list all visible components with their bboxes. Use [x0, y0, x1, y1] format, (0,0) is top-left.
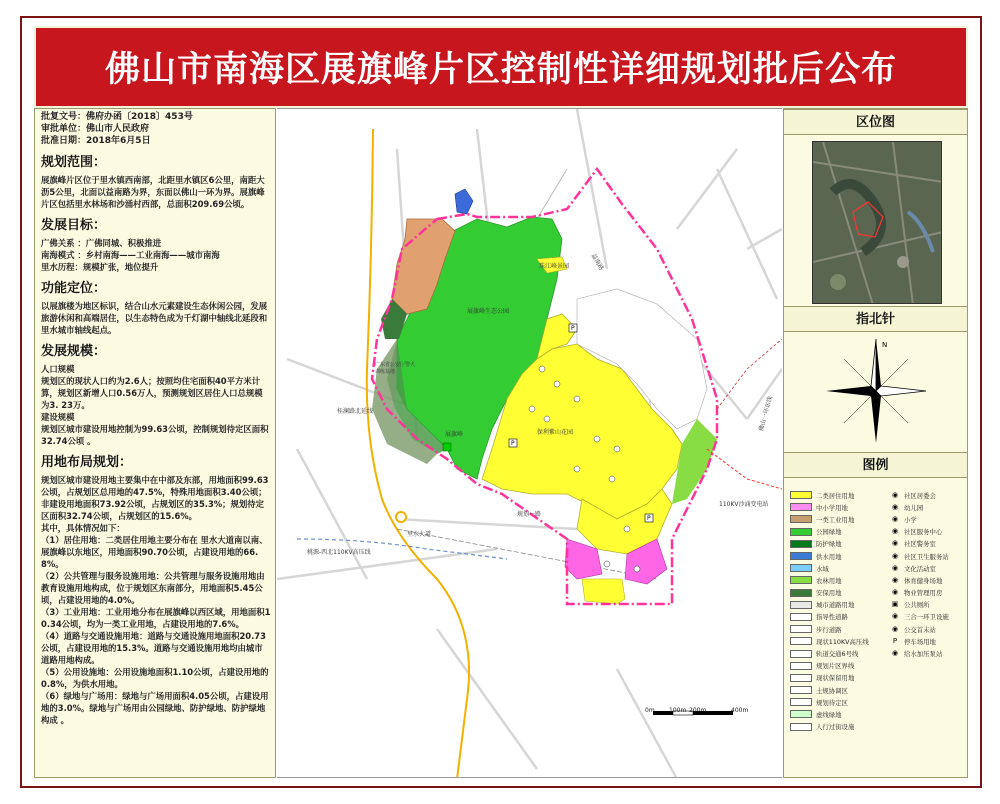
- legend-title: 图例: [784, 452, 967, 478]
- population-heading: 人口规模: [41, 364, 75, 374]
- scale-100: 100m: [669, 707, 687, 714]
- legend-item: [890, 574, 949, 586]
- legend-item: [790, 684, 869, 696]
- layout-item-2: （2）公共管理与服务设施用地：公共管理与服务设施用地由教育设施用地构成，位于规划区东南部分，用地面积5.45公顷，占建设用地的4.0%。: [41, 571, 265, 605]
- page-title: 佛山市南海区展旗峰片区控制性详细规划批后公布: [104, 50, 897, 90]
- legend-label: 步行道路: [816, 625, 842, 634]
- legend-label: 人行过街设施: [816, 723, 855, 732]
- legend-swatch: [790, 686, 812, 694]
- legend-label: 公共厕所: [904, 601, 930, 610]
- scope-text: 展旗峰片区位于里水镇西南部，北距里水镇区6公里，南距大沥5公里，北面以益南路为界，东面以佛山一环为界。展旗峰片区包括里水林场和沙涌村西部，总面积209.69公顷。: [41, 175, 265, 209]
- police-base-label: 广东省公安厅警犬训练基地: [375, 362, 416, 375]
- legend-item: [790, 538, 869, 550]
- legend-item: [790, 623, 869, 635]
- legend-symbol-icon: ◉: [891, 563, 899, 572]
- legend-item: [790, 635, 869, 647]
- legend-item: [790, 501, 869, 513]
- legend-label: 文化活动室: [904, 564, 936, 573]
- road-huanyi-label: 佛山一环东线: [757, 395, 775, 433]
- legend-swatch: [790, 723, 812, 731]
- svg-text:P: P: [647, 515, 651, 522]
- svg-text:P: P: [511, 440, 515, 447]
- legend-land-use-column: [790, 489, 869, 733]
- legend-label: 社区居委会: [904, 491, 936, 500]
- road-fengye-label: 规划一路: [517, 511, 542, 518]
- layout-summary: 规划区城市建设用地主要集中在中部及东部，用地面积99.63公顷，占规划区总用地的47.5%，特殊用地面积3.40公顷；非建设用地面积73.92公顷，占规划区的35.3%；规划待定区面积32.74公顷，占规划区的15.6%。: [41, 475, 269, 521]
- legend-item: [790, 672, 869, 684]
- legend-label: 社区服务中心: [904, 528, 943, 537]
- scale-text: [41, 363, 271, 447]
- legend-item: [790, 696, 869, 708]
- road-lishui-label: 里水大道: [407, 531, 432, 538]
- legend-swatch: [790, 552, 812, 560]
- legend-symbol-icon: ▣: [891, 600, 899, 609]
- legend-label: 体育健身场地: [904, 576, 943, 585]
- road-taolan-label: 桂澜路北延线: [337, 408, 374, 415]
- legend-symbol-icon: ◉: [891, 624, 899, 633]
- layout-text: [41, 474, 271, 726]
- legend-item: [790, 526, 869, 538]
- map-canvas: [277, 109, 782, 778]
- legend-item: [890, 550, 949, 562]
- scale-200: 200m: [689, 707, 707, 714]
- legend-label: 防护绿地: [816, 540, 842, 549]
- legend-label: 社区警务室: [904, 540, 936, 549]
- legend-symbol-icon: ◉: [891, 539, 899, 548]
- legend-swatch: [790, 540, 812, 548]
- legend-swatch: [790, 650, 812, 658]
- legend-symbol-icon: ◉: [891, 649, 899, 658]
- goal-line-2: 南海模式 ：乡村南海——工业南海——城市南海: [41, 250, 220, 260]
- legend-symbol-icon: ◉: [891, 490, 899, 499]
- approval-number: 批复文号：佛府办函〔2018〕453号: [41, 112, 193, 122]
- layout-item-6: （6）绿地与广场用：绿地与广场用面积4.05公顷，占建设用地的3.0%。绿地与广场用由公园绿地、防护绿地、防护绿地构成 。: [41, 691, 269, 725]
- approval-authority: 审批单位：佛山市人民政府: [41, 124, 150, 134]
- legend-label: 幼儿园: [904, 503, 924, 512]
- legend-item: [790, 721, 869, 733]
- goal-line-3: 里水历程：规模扩张，地位提升: [41, 262, 159, 272]
- legend-item: [890, 599, 949, 611]
- layout-heading: 用地布局规划：: [41, 455, 133, 470]
- legend-swatch: [790, 528, 812, 536]
- legend-label: 规划待定区: [816, 698, 848, 707]
- legend-symbol-icon: P: [892, 636, 898, 645]
- location-map-title: 区位图: [784, 109, 967, 135]
- legend-swatch: [790, 662, 812, 670]
- legend-symbol-icon: ◉: [891, 527, 899, 536]
- legend-facility-column: [890, 489, 949, 660]
- title-bar: [34, 26, 968, 108]
- legend-item: [790, 489, 869, 501]
- goal-heading: 发展目标：: [41, 218, 107, 233]
- svg-text:N: N: [882, 341, 888, 349]
- info-panel: [34, 108, 276, 778]
- legend-symbol-icon: ◉: [891, 514, 899, 523]
- legend-label: 中小学用地: [816, 503, 848, 512]
- location-map-image: [813, 142, 942, 304]
- compass-icon: [786, 331, 966, 453]
- layout-item-1: （1）居住用地：二类居住用地主要分布在 里水大道南以南、展旗峰以东地区，用地面积90.70公顷，占建设用地的66.8%。: [41, 535, 268, 569]
- legend-item: [790, 562, 869, 574]
- legend-swatch: [790, 515, 812, 523]
- scale-0: 0m: [645, 707, 655, 714]
- layout-item-3: （3）工业用地：工业用地分布在展旗峰以西区域，用地面积10.34公顷，均为一类工业用地，占建设用地的7.6%。: [41, 607, 271, 629]
- layout-item-4: （4）道路与交通设施用地：道路与交通设施用地面积20.73公顷，占建设用地的15.3%。道路与交通设施用地均由城市道路用地构成。: [41, 631, 266, 665]
- legend-item: [890, 635, 949, 647]
- legend-swatch: [790, 589, 812, 597]
- legend-item: [890, 623, 949, 635]
- legend-symbol-icon: ◉: [891, 551, 899, 560]
- layout-intro: 其中，具体情况如下：: [41, 523, 125, 533]
- legend-label: 农林用地: [816, 576, 842, 585]
- legend-symbol-icon: ◉: [891, 612, 899, 621]
- legend-item: [890, 647, 949, 659]
- land-use-map[interactable]: [277, 108, 782, 778]
- legend-swatch: [790, 601, 812, 609]
- legend-swatch: [790, 637, 812, 645]
- legend-label: 规划片区界线: [816, 662, 855, 671]
- legend-label: 供水用地: [816, 552, 842, 561]
- goal-line-1: 广佛关系 ：广佛同城、积极推进: [41, 238, 162, 248]
- svg-text:P: P: [571, 325, 575, 332]
- north-arrow-title: 指北针: [784, 306, 967, 332]
- road-yinan-label: 益南路: [589, 252, 605, 272]
- legend-label: 城市道路用地: [816, 601, 855, 610]
- north-arrow: [786, 331, 966, 453]
- legend-swatch: [790, 625, 812, 633]
- legend-label: 轨道交通6号线: [816, 650, 859, 659]
- scope-heading: 规划范围：: [41, 155, 107, 170]
- legend-swatch: [790, 503, 812, 511]
- legend-item: [890, 562, 949, 574]
- construction-text: 规划区城市建设用地控制为99.63公顷，控制规划待定区面积32.74公顷 。: [41, 424, 269, 446]
- layout-item-5: （5）公用设施地：公用设施地面积1.10公顷，占建设用地的0.8%，为供水用地。: [41, 667, 269, 689]
- legend-swatch: [790, 576, 812, 584]
- population-text: 规划区的现状人口约为2.6人；按照均住宅面积40平方米计算，规划区新增人口0.56万人，预测规划区居住人口总规模为3. 23万。: [41, 376, 263, 410]
- legend-swatch: [790, 674, 812, 682]
- legend-label: 社区卫生服务站: [904, 552, 949, 561]
- legend-label: 停车场用地: [904, 637, 936, 646]
- legend-item: [790, 587, 869, 599]
- legend-item: [790, 599, 869, 611]
- legend-swatch: [790, 564, 812, 572]
- legend-item: [890, 611, 949, 623]
- legend-item: [790, 647, 869, 659]
- garden-label: 保利紫山花园: [537, 429, 574, 436]
- legend-label: 指导性道路: [816, 613, 848, 622]
- legend-label: 土规协调区: [816, 686, 848, 695]
- legend-swatch: [790, 491, 812, 499]
- legend-symbol-icon: ◉: [891, 575, 899, 584]
- legend-item: [790, 574, 869, 586]
- legend-item: [890, 538, 949, 550]
- legend-label: 一类工业用地: [816, 515, 855, 524]
- legend-label: 给水加压泵站: [904, 650, 943, 659]
- legend-label: 现状110KV高压线: [816, 637, 869, 646]
- legend-item: [790, 708, 869, 720]
- legend-item: [890, 501, 949, 513]
- peak-label: 展旗峰: [445, 431, 464, 438]
- legend-label: 三合一环卫设施: [904, 613, 949, 622]
- substation-label: 110KV沙涌变电站: [719, 501, 769, 508]
- legend-symbol-icon: ◉: [891, 502, 899, 511]
- legend-swatch: [790, 613, 812, 621]
- park-label: 展旗峰生态公园: [467, 308, 510, 315]
- legend-symbol-icon: ◉: [891, 588, 899, 597]
- function-heading: 功能定位：: [41, 281, 107, 296]
- legend-item: [790, 550, 869, 562]
- scale-heading: 发展规模：: [41, 344, 107, 359]
- powerline-label: 桃源-西北110KV高压线: [307, 549, 371, 556]
- legend-label: 水域: [816, 564, 829, 573]
- legend-label: 二类居住用地: [816, 491, 855, 500]
- legend-label: 物业管理用房: [904, 589, 943, 598]
- legend-label: 公园绿地: [816, 528, 842, 537]
- zhujiang-label: 珠江峰景园: [539, 263, 570, 270]
- right-panel: [783, 108, 968, 778]
- legend-item: [790, 660, 869, 672]
- construction-heading: 建设规模: [41, 412, 75, 422]
- scale-400: 400m: [731, 707, 749, 714]
- legend-swatch: [790, 710, 812, 718]
- legend-item: [890, 513, 949, 525]
- legend-swatch: [790, 698, 812, 706]
- goal-text: [41, 237, 271, 273]
- legend-label: 现状保留用地: [816, 674, 855, 683]
- legend-item: [790, 513, 869, 525]
- location-map[interactable]: [812, 141, 942, 304]
- legend-item: [890, 526, 949, 538]
- legend-label: 小学: [904, 515, 917, 524]
- legend-label: 安保用地: [816, 589, 842, 598]
- legend-item: [890, 587, 949, 599]
- legend-item: [890, 489, 949, 501]
- approval-date: 批准日期：2018年6月5日: [41, 136, 151, 146]
- legend-item: [790, 611, 869, 623]
- legend-label: 虚线绿地: [816, 710, 842, 719]
- legend-label: 公交首末站: [904, 625, 936, 634]
- function-text: 以展旗楼为地区标识，结合山水元素建设生态休闲公园，发展旅游休闲和高端居住，以生态特色成为千灯湖中轴线北延段和里水城市轴线起点。: [41, 301, 268, 335]
